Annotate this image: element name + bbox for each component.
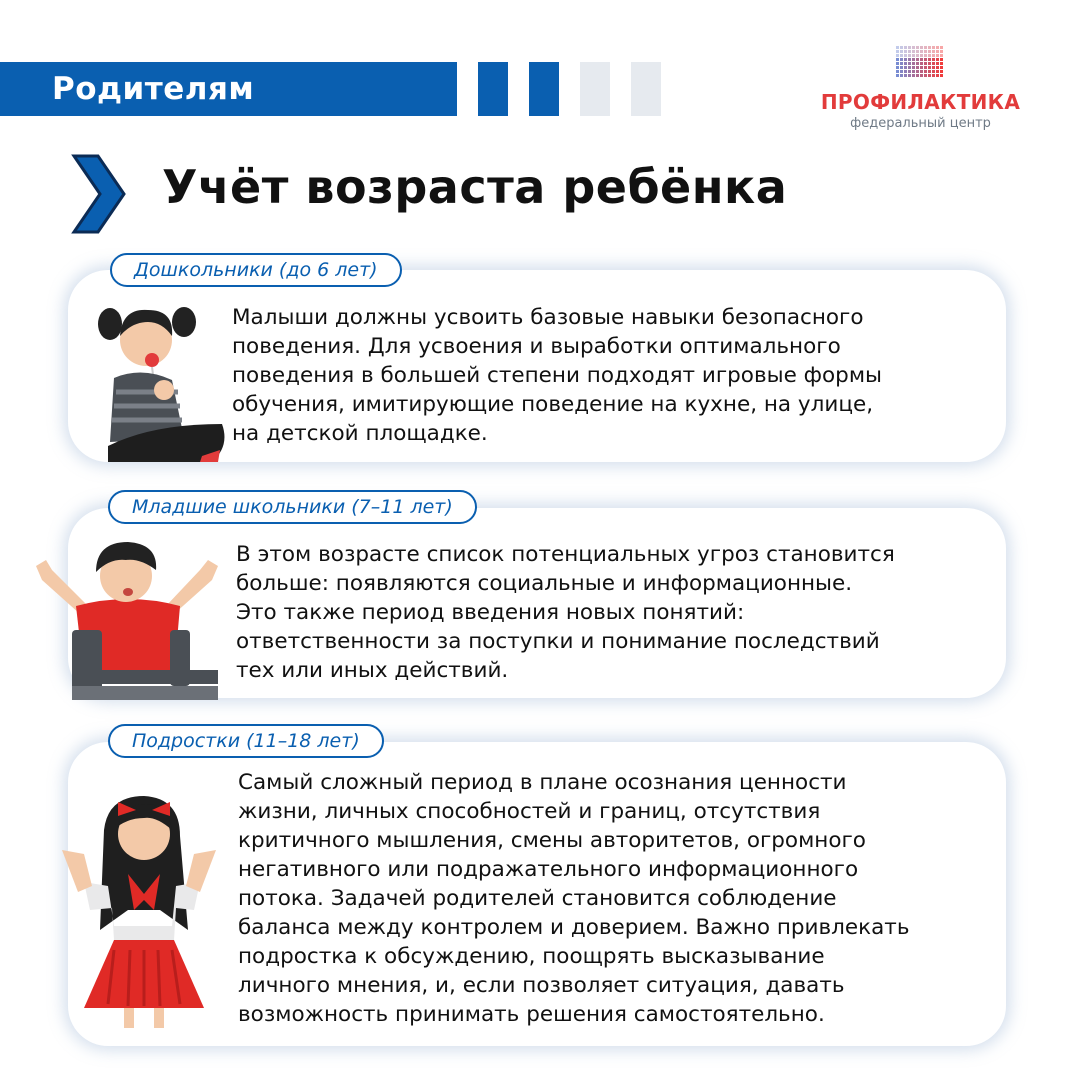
text-line: обучения, имитирующие поведение на кухне, на улице, xyxy=(232,392,874,417)
preschool-girl-illustration xyxy=(92,296,232,464)
chevron-right-icon xyxy=(70,152,126,236)
age-label-preschool: Дошкольники (до 6 лет) xyxy=(110,253,402,287)
age-text-teenagers xyxy=(238,768,998,1029)
text-line: В этом возрасте список потенциальных угроз становится xyxy=(236,542,895,567)
page-title: Учёт возраста ребёнка xyxy=(162,160,788,214)
schoolboy-illustration xyxy=(28,536,228,702)
text-line: подростка к обсуждению, поощрять высказывание xyxy=(238,944,825,969)
logo-title: ПРОФИЛАКТИКА xyxy=(820,90,1021,114)
text-line: поведения. Для усвоения и выработки оптимального xyxy=(232,334,841,359)
text-line: личного мнения, и, если позволяет ситуация, давать xyxy=(238,973,845,998)
header-stripe xyxy=(631,62,661,116)
age-text-primary-school xyxy=(236,540,996,685)
age-text-preschool xyxy=(232,303,992,448)
header-stripe xyxy=(529,62,559,116)
section-label: Родителям xyxy=(52,71,255,107)
logo-subtitle: федеральный центр xyxy=(850,116,991,131)
text-line: больше: появляются социальные и информационные. xyxy=(236,571,853,596)
text-line: жизни, личных способностей и границ, отсутствия xyxy=(238,799,821,824)
header-stripe xyxy=(478,62,508,116)
text-line: баланса между контролем и доверием. Важно привлекать xyxy=(238,915,910,940)
dot-grid-icon xyxy=(896,46,944,79)
text-line: ответственности за поступки и понимание последствий xyxy=(236,629,880,654)
header-stripe xyxy=(580,62,610,116)
text-line: на детской площадке. xyxy=(232,421,488,446)
age-label-teenagers: Подростки (11–18 лет) xyxy=(108,724,384,758)
teenage-girl-illustration xyxy=(44,790,234,1030)
text-line: Самый сложный период в плане осознания ценности xyxy=(238,770,847,795)
text-line: Малыши должны усвоить базовые навыки безопасного xyxy=(232,305,864,330)
text-line: возможность принимать решения самостоятельно. xyxy=(238,1002,825,1027)
age-label-primary-school: Младшие школьники (7–11 лет) xyxy=(108,490,477,524)
text-line: потока. Задачей родителей становится соблюдение xyxy=(238,886,837,911)
text-line: тех или иных действий. xyxy=(236,658,509,683)
text-line: негативного или подражательного информационного xyxy=(238,857,859,882)
text-line: Это также период введения новых понятий: xyxy=(236,600,745,625)
text-line: поведения в большей степени подходят игровые формы xyxy=(232,363,883,388)
text-line: критичного мышления, смены авторитетов, огромного xyxy=(238,828,866,853)
